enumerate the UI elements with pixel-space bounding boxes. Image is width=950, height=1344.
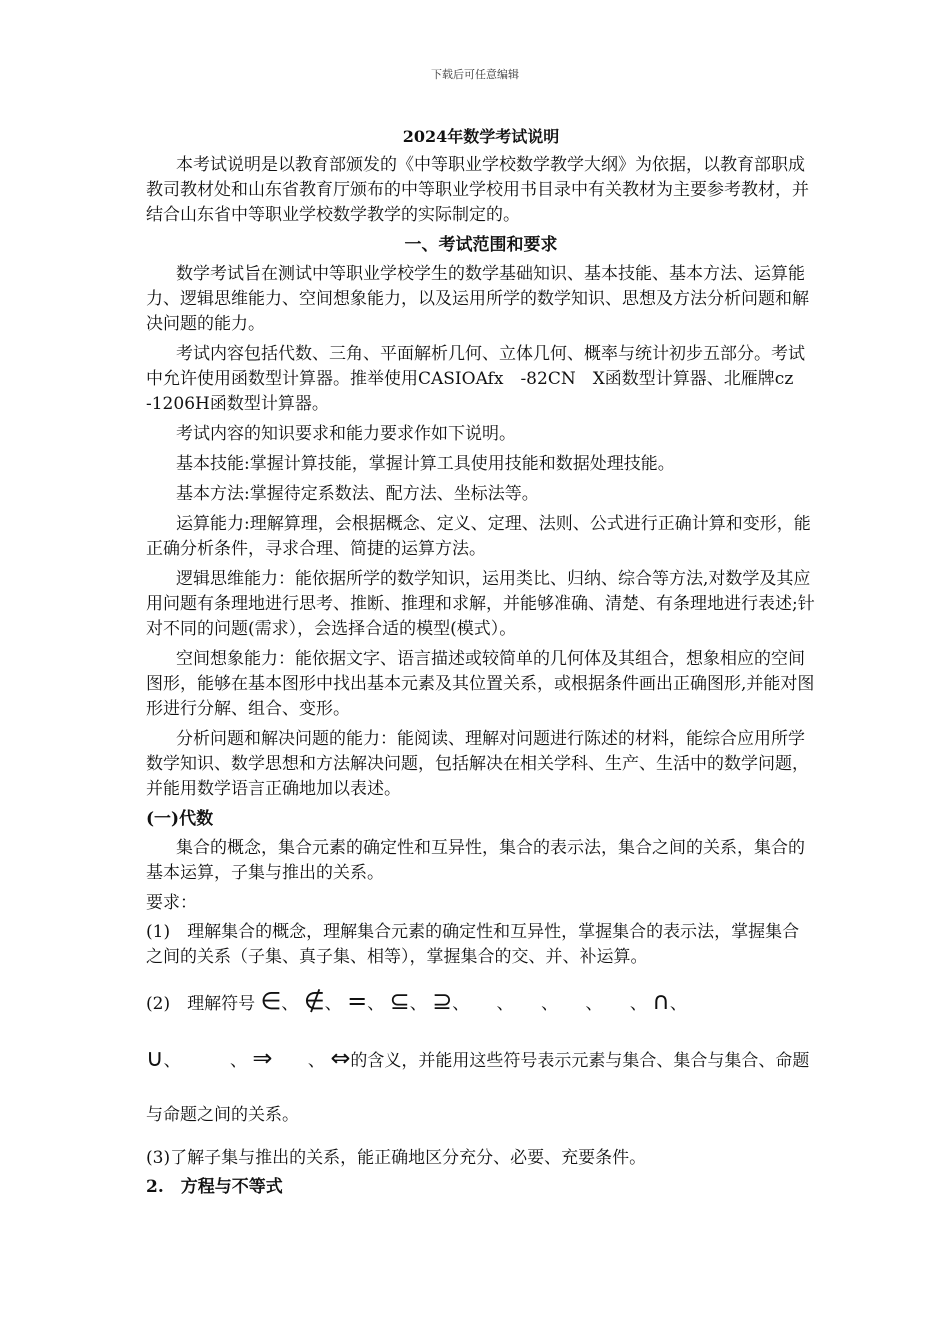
- document-body: [146, 124, 816, 1204]
- paragraph: 分析问题和解决问题的能力：能阅读、理解对问题进行陈述的材料，能综合应用所学数学知识、数学思想和方法解决问题，包括解决在相关学科、生产、生活中的数学问题，并能用数学语言正确地加以表述。: [146, 729, 809, 799]
- requirement-3: (3)了解子集与推出的关系，能正确地区分充分、必要、充要条件。: [146, 1148, 647, 1168]
- paragraph: 空间想象能力：能依据文字、语言描述或较简单的几何体及其组合，想象相应的空间图形，能够在基本图形中找出基本元素及其位置关系，或根据条件画出正确图形,并能对图形进行分解、组合、变形。: [146, 649, 815, 719]
- paragraph: 考试内容的知识要求和能力要求作如下说明。: [176, 424, 516, 444]
- not-element-of-symbol: ∉: [303, 987, 325, 1015]
- requirement-1: (1) 理解集合的概念，理解集合元素的确定性和互异性，掌握集合的表示法，掌握集合之间的关系（子集、真子集、相等），掌握集合的交、并、补运算。: [146, 922, 800, 967]
- requirement-2-suffix: 的含义，并能用这些符号表示元素与集合、集合与集合、命题与命题之间的关系。: [146, 1051, 810, 1125]
- paragraph: 运算能力:理解算理，会根据概念、定义、定理、法则、公式进行正确计算和变形，能正确分析条件，寻求合理、简捷的运算方法。: [146, 514, 811, 559]
- union-symbol: ∪: [146, 1044, 164, 1072]
- paragraph: 基本技能:掌握计算技能，掌握计算工具使用技能和数据处理技能。: [176, 454, 675, 474]
- equals-symbol: =: [347, 987, 368, 1015]
- subsection-heading-2: 2. 方程与不等式: [146, 1177, 283, 1197]
- paragraph: 考试内容包括代数、三角、平面解析几何、立体几何、概率与统计初步五部分。考试中允许使用函数型计算器。推举使用CASIOAfx -82CN X函数型计算器、北雁牌cz -1206H函数型计算器。: [146, 344, 805, 414]
- intro-paragraph: 本考试说明是以教育部颁发的《中等职业学校数学教学大纲》为依据，以教育部职成教司教材处和山东省教育厅颁布的中等职业学校用书目录中有关教材为主要参考教材，并结合山东省中等职业学校数学教学的实际制定的。: [146, 155, 809, 225]
- requirement-2-prefix: (2) 理解符号: [146, 994, 256, 1014]
- implies-symbol: ⇒: [252, 1044, 273, 1072]
- section-heading: 一、考试范围和要求: [404, 235, 558, 255]
- paragraph: 数学考试旨在测试中等职业学校学生的数学基础知识、基本技能、基本方法、运算能力、逻辑思维能力、空间想象能力，以及运用所学的数学知识、思想及方法分析问题和解决问题的能力。: [146, 264, 809, 334]
- intersection-symbol: ∩: [652, 987, 670, 1015]
- iff-symbol: ⇔: [330, 1044, 351, 1072]
- requirement-label: 要求：: [146, 893, 197, 913]
- subset-eq-symbol: ⊆: [389, 987, 410, 1015]
- paragraph: 基本方法:掌握待定系数法、配方法、坐标法等。: [176, 484, 539, 504]
- document-title: 2024年数学考试说明: [402, 127, 560, 146]
- paragraph: 逻辑思维能力：能依据所学的数学知识，运用类比、归纳、综合等方法,对数学及其应用问题有条理地进行思考、推断、推理和求解，并能够准确、清楚、有条理地进行表述;针对不同的问题(需求），会选择合适的模型(模式）。: [146, 569, 815, 639]
- requirement-2: (2) 理解符号 ∈、 ∉、 =、 ⊆、 ⊇、 、 、 、 、 ∩、 ∪、 、 ⇒ 、 ⇔的含义，并能用这些符号表示元素与集合、集合与集合、命题与命题之间的关系。: [146, 987, 810, 1125]
- subsection-heading: (一)代数: [146, 809, 214, 829]
- set-intro-paragraph: 集合的概念，集合元素的确定性和互异性，集合的表示法，集合之间的关系，集合的基本运算，子集与推出的关系。: [146, 838, 805, 883]
- superset-eq-symbol: ⊇: [432, 987, 453, 1015]
- page-header: 下载后可任意编辑: [431, 68, 519, 81]
- element-of-symbol: ∈: [260, 987, 282, 1015]
